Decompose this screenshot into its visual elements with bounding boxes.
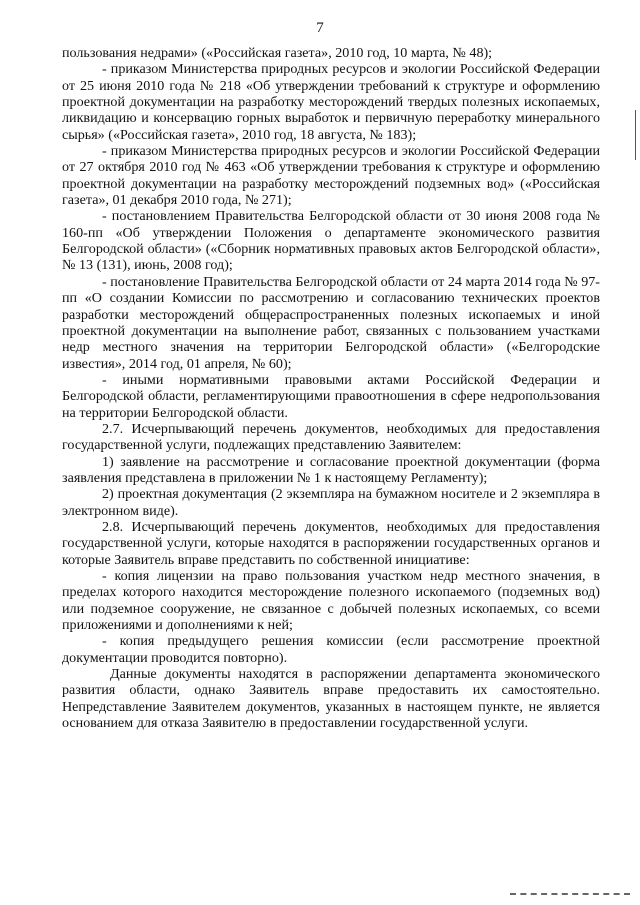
page-number: 7: [316, 20, 324, 36]
scan-edge-line: [635, 110, 636, 160]
paragraph-resolution-160: - постановлением Правительства Белгородской области от 30 июня 2008 года № 160-пп «Об утверждении Положения о департаменте экономического развития Белгородской области» («Сборник нормативных правовых актов Белгородской области», № 13 (131), июнь, 2008 год);: [62, 208, 600, 274]
scan-artifact: [510, 893, 630, 899]
paragraph-item-1: 1) заявление на рассмотрение и согласование проектной документации (форма заявления представлена в приложении № 1 к настоящему Регламенту);: [62, 453, 600, 486]
paragraph-decision-copy: - копия предыдущего решения комиссии (если рассмотрение проектной документации проводится повторно).: [62, 633, 600, 666]
paragraph-order-463: - приказом Министерства природных ресурсов и экологии Российской Федерации от 27 октября 2010 год № 463 «Об утверждении требования к структуре и оформлению проектной документации на разработку месторождений подземных вод» («Российская газета», 01 декабря 2010 года, № 271);: [62, 143, 600, 209]
paragraph-order-218: - приказом Министерства природных ресурсов и экологии Российской Федерации от 25 июня 2010 года № 218 «Об утверждении требований к структуре и оформлению проектной документации на разработку месторождений твердых полезных ископаемых, ликвидацию и консервацию горных выработок и первичную переработку минерального сырья» («Российская газета», 2010 год, 18 августа, № 183);: [62, 61, 600, 143]
paragraph-other-acts: - иными нормативными правовыми актами Российской Федерации и Белгородской области, регламентирующими правоотношения в сфере недропользования на территории Белгородской области.: [62, 371, 600, 421]
paragraph-closing: Данные документы находятся в распоряжении департамента экономического развития области, однако Заявитель вправе предоставить их самостоятельно. Непредставление Заявителем документов, указанных в настоящем пункте, не является основанием для отказа Заявителю в предоставлении государственной услуги.: [62, 666, 600, 732]
paragraph-section-2-8: 2.8. Исчерпывающий перечень документов, необходимых для предоставления государственной услуги, которые находятся в распоряжении государственных органов и которые Заявитель вправе представить по собственной инициативе:: [62, 518, 600, 568]
document-body: [62, 45, 600, 731]
paragraph-section-2-7: 2.7. Исчерпывающий перечень документов, необходимых для предоставления государственной услуги, подлежащих представлению Заявителем:: [62, 420, 600, 454]
paragraph-license-copy: - копия лицензии на право пользования участком недр местного значения, в пределах которого находится месторождение полезного ископаемого (подземных вод) или подземное сооружение, не связанное с добычей полезных ископаемых, со всеми приложениями и дополнениями к ней;: [62, 568, 600, 634]
paragraph-resolution-97: - постановление Правительства Белгородской области от 24 марта 2014 года № 97-пп «О создании Комиссии по рассмотрению и согласованию технических проектов разработки месторождений общераспространенных полезных ископаемых и иной проектной документации на выполнение работ, связанных с пользованием участками недр местного значения на территории Белгородской области» («Белгородские известия», 2014 год, 01 апреля, № 60);: [62, 273, 600, 372]
paragraph-continuation: пользования недрами» («Российская газета», 2010 год, 10 марта, № 48);: [62, 45, 493, 61]
paragraph-item-2: 2) проектная документация (2 экземпляра на бумажном носителе и 2 экземпляра в электронном виде).: [62, 486, 600, 519]
